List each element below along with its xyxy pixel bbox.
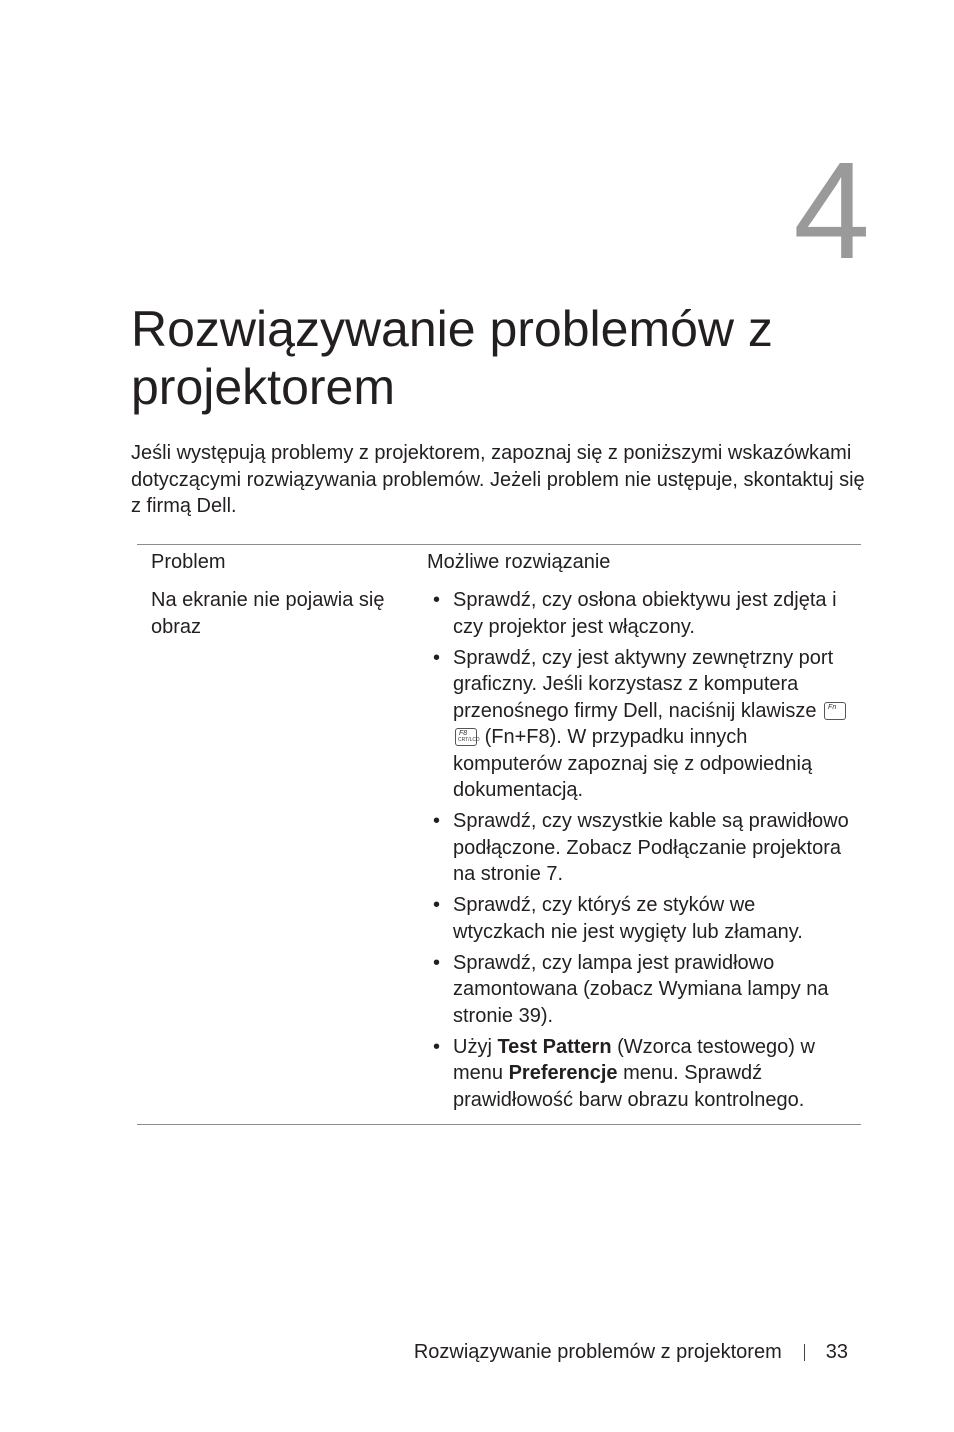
footer-separator [804,1344,805,1361]
header-solution: Możliwe rozwiązanie [427,551,611,573]
test-pattern-label: Test Pattern [497,1035,612,1058]
footer-section-title: Rozwiązywanie problemów z projektorem [413,1341,782,1363]
solution-item: • Użyj Test Pattern (Wzorca testowego) w menu Preferencje menu. Sprawdź prawidłowość barw obrazu kontrolnego. [427,1034,851,1114]
chapter-title: Rozwiązywanie problemów z projektorem [131,301,773,415]
chapter-number: 4 [793,134,870,288]
table-row [137,581,861,1124]
preferences-label: Preferencje [508,1062,618,1084]
header-problem: Problem [151,551,226,573]
solutions-list [427,587,851,1113]
solution-item: • Sprawdź, czy osłona obiektywu jest zdjęta i czy projektor jest włączony. [427,587,851,640]
page-number: 33 [825,1341,848,1363]
fn-key-icon: Fn [824,702,846,720]
intro-paragraph: Jeśli występują problemy z projektorem, zapoznaj się z poniższymi wskazówkami dotyczącymi rozwiązywania problemów. Jeżeli problem nie ustępuje, skontaktuj się z firmą Dell. [131,442,865,517]
solution-item: • Sprawdź, czy wszystkie kable są prawidłowo podłączone. Zobacz Podłączanie projektora na stronie 7. [427,808,851,888]
troubleshooting-table [137,544,861,1125]
solution-item: • Sprawdź, czy jest aktywny zewnętrzny port graficzny. Jeśli korzystasz z komputera przenośnego firmy Dell, naciśnij klawisze Fn F8 CRT/LCD (Fn+F8). W przypadku innych komputerów zapoznaj się z odpowiednią dokumentacją. [427,645,851,804]
page-footer [414,1339,848,1365]
table-header-row [137,545,861,581]
f8-key-icon: F8 CRT/LCD [455,728,477,746]
solution-item: • Sprawdź, czy lampa jest prawidłowo zamontowana (zobacz Wymiana lampy na stronie 39). [427,950,851,1030]
problem-cell: Na ekranie nie pojawia się obraz [151,589,385,638]
solution-item: • Sprawdź, czy któryś ze styków we wtyczkach nie jest wygięty lub złamany. [427,892,851,945]
